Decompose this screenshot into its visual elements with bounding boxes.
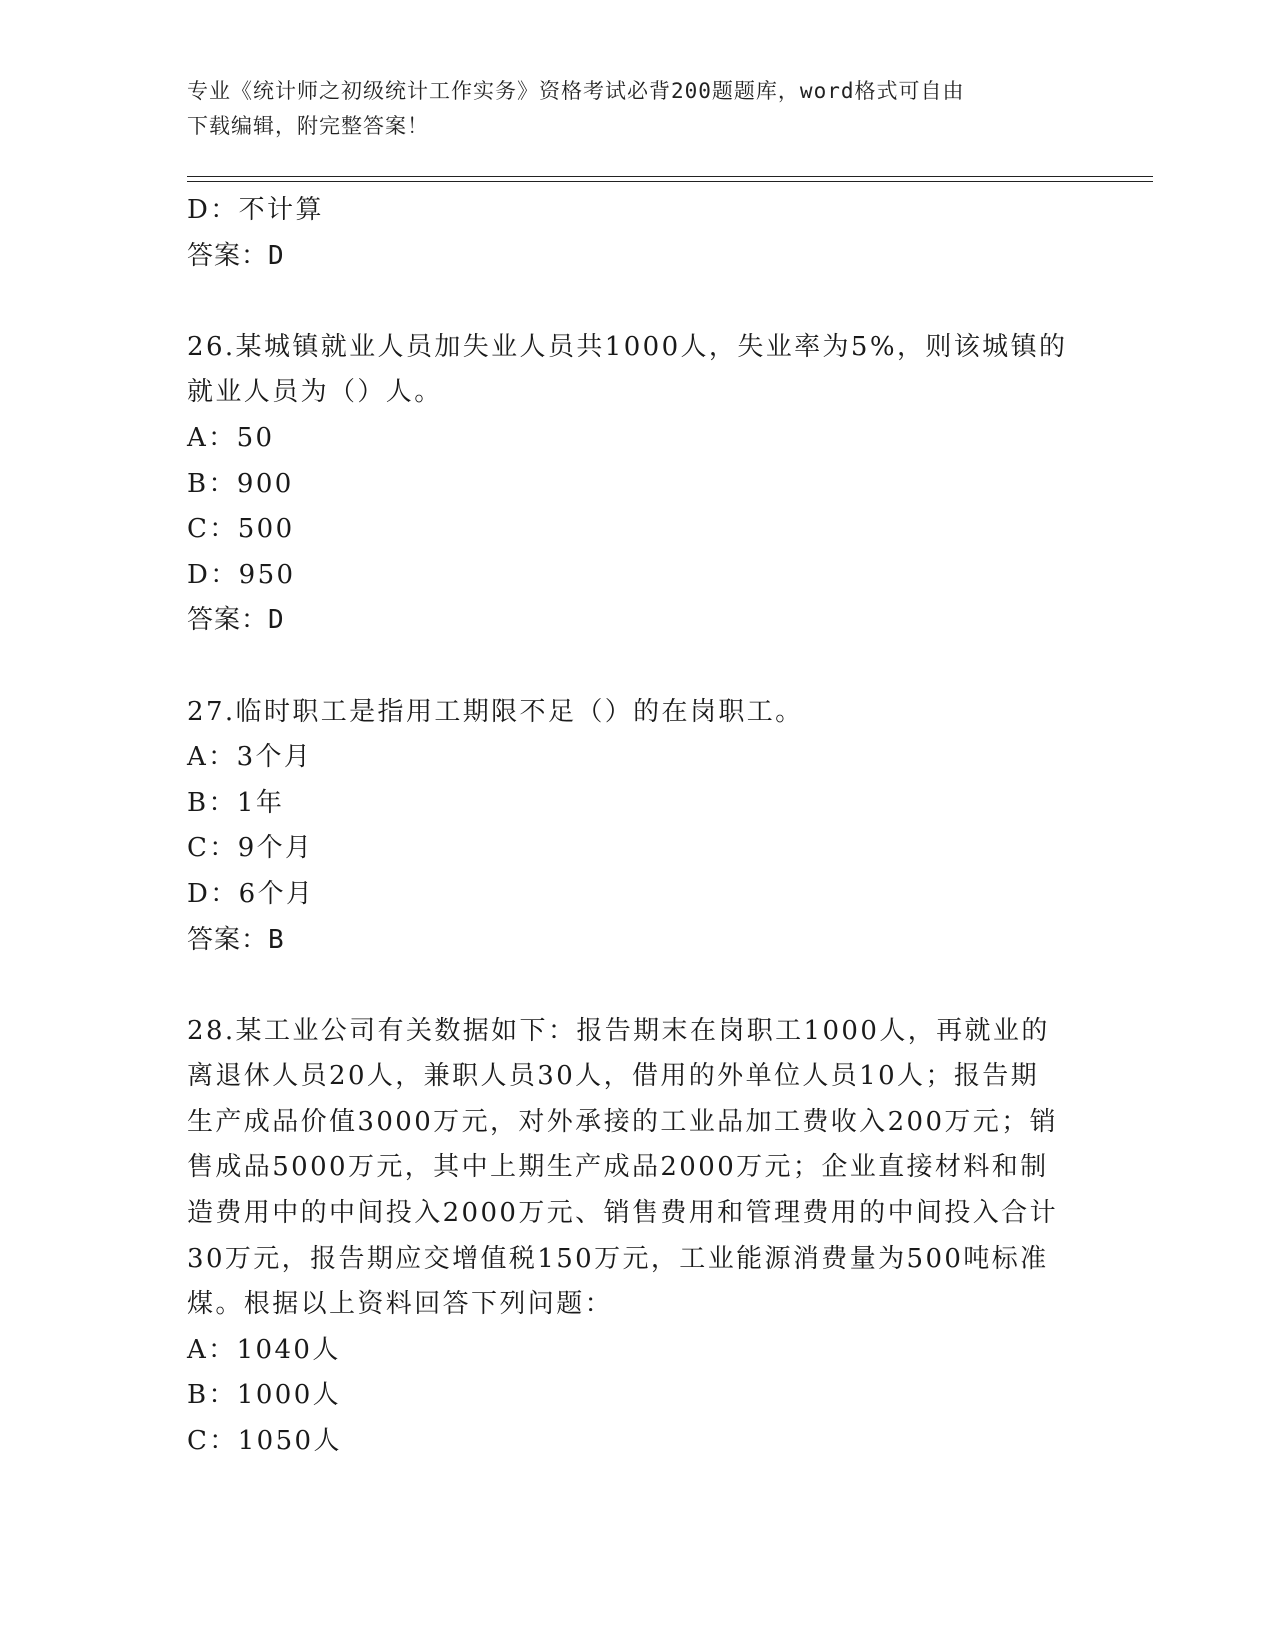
spacer bbox=[187, 644, 1077, 690]
question-stem: 28.某工业公司有关数据如下：报告期末在岗职工1000人，再就业的 bbox=[187, 1015, 1050, 1046]
option-b: B：1000人 bbox=[187, 1380, 342, 1411]
answer-line: 答案：B bbox=[187, 924, 285, 955]
option-d: D：不计算 bbox=[187, 195, 324, 225]
header-title-line-2: 下载编辑，附完整答案！ bbox=[187, 114, 429, 138]
option-d: D：950 bbox=[187, 559, 296, 590]
question-stem: 售成品5000万元，其中上期生产成品2000万元；企业直接材料和制 bbox=[187, 1152, 1049, 1183]
question-stem: 27.临时职工是指用工期限不足（）的在岗职工。 bbox=[187, 696, 804, 727]
question-stem: 煤。根据以上资料回答下列问题： bbox=[187, 1289, 614, 1320]
question-stem: 30万元，报告期应交增值税150万元，工业能源消费量为500吨标准 bbox=[187, 1243, 1049, 1274]
header-divider-top bbox=[187, 176, 1153, 177]
document-header bbox=[187, 74, 1067, 144]
option-b: B：1年 bbox=[187, 787, 285, 818]
question-list bbox=[187, 188, 1077, 1465]
option-b: B：900 bbox=[187, 468, 294, 499]
header-title-line-1: 专业《统计师之初级统计工作实务》资格考试必背200题题库，word格式可自由 bbox=[187, 79, 965, 103]
question-28 bbox=[187, 1009, 1077, 1465]
answer-line: 答案：D bbox=[187, 605, 285, 636]
header-divider-bottom bbox=[187, 181, 1153, 182]
question-stem: 生产成品价值3000万元，对外承接的工业品加工费收入200万元；销 bbox=[187, 1106, 1058, 1137]
spacer bbox=[187, 963, 1077, 1009]
option-a: A：50 bbox=[187, 422, 275, 453]
question-stem: 就业人员为（）人。 bbox=[187, 377, 443, 408]
previous-question-tail bbox=[187, 188, 1077, 279]
option-d: D：6个月 bbox=[187, 878, 315, 909]
question-26 bbox=[187, 325, 1077, 644]
spacer bbox=[187, 279, 1077, 325]
option-a: A：3个月 bbox=[187, 742, 313, 773]
answer-line: 答案：D bbox=[187, 240, 285, 271]
question-27 bbox=[187, 690, 1077, 964]
question-stem: 离退休人员20人，兼职人员30人，借用的外单位人员10人；报告期 bbox=[187, 1061, 1040, 1092]
option-c: C：9个月 bbox=[187, 833, 314, 864]
option-a: A：1040人 bbox=[187, 1334, 341, 1365]
option-c: C：500 bbox=[187, 514, 295, 545]
option-c: C：1050人 bbox=[187, 1426, 342, 1457]
question-stem: 26.某城镇就业人员加失业人员共1000人，失业率为5%，则该城镇的 bbox=[187, 331, 1068, 362]
question-stem: 造费用中的中间投入2000万元、销售费用和管理费用的中间投入合计 bbox=[187, 1198, 1058, 1229]
